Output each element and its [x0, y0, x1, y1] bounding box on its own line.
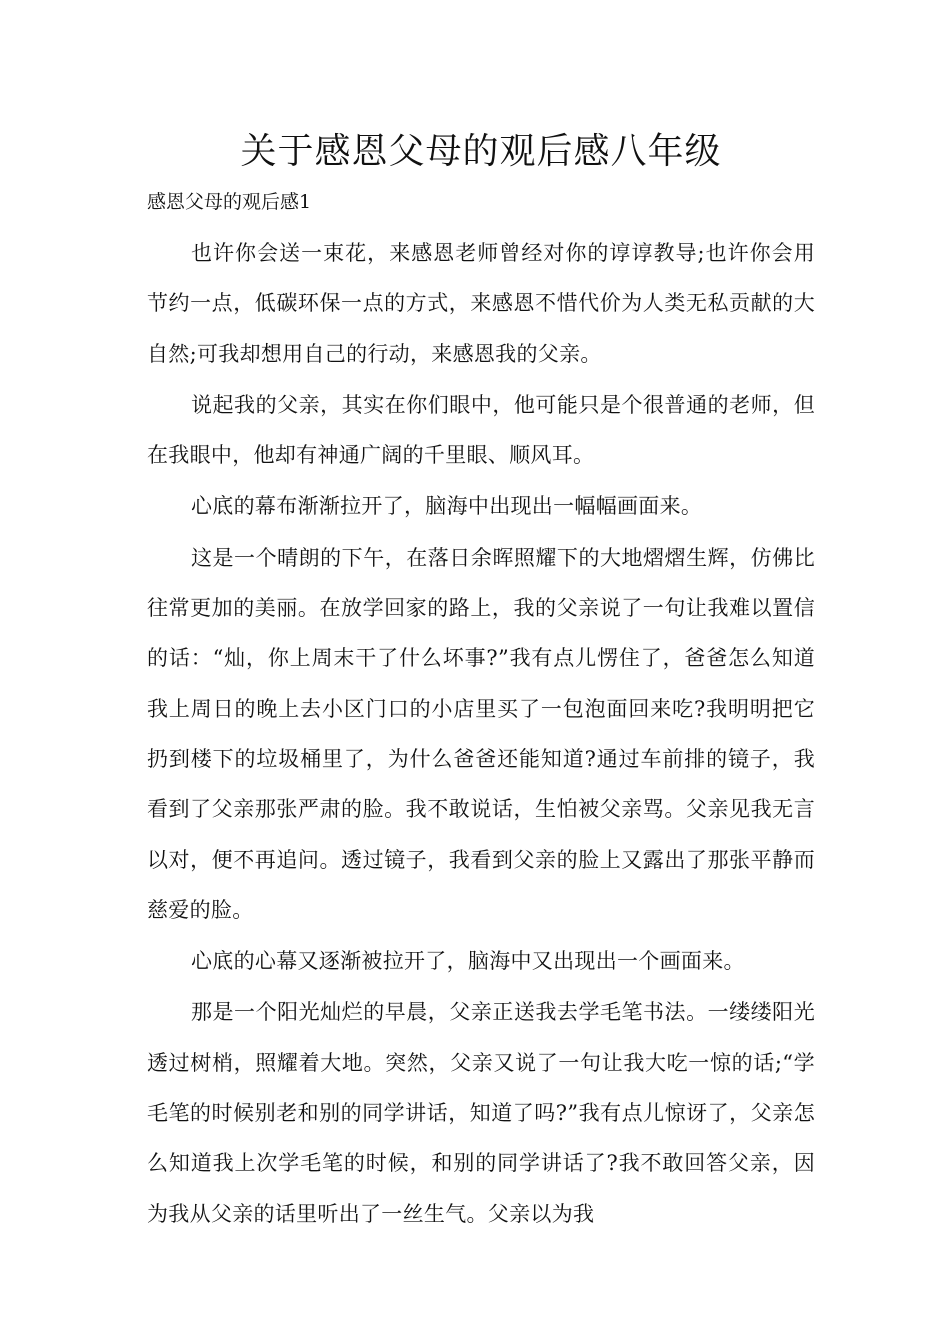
paragraph-4: 这是一个晴朗的下午，在落日余晖照耀下的大地熠熠生辉，仿佛比往常更加的美丽。在放学回家的路上，我的父亲说了一句让我难以置信的话：“灿，你上周末干了什么坏事?”我有点儿愣住了，爸爸怎么知道我上周日的晚上去小区门口的小店里买了一包泡面回来吃?我明明把它扔到楼下的垃圾桶里了，为什么爸爸还能知道?通过车前排的镜子，我看到了父亲那张严肃的脸。我不敢说话，生怕被父亲骂。父亲见我无言以对，便不再追问。透过镜子，我看到父亲的脸上又露出了那张平静而慈爱的脸。	[147, 545, 815, 922]
paragraph-2: 说起我的父亲，其实在你们眼中，他可能只是个很普通的老师，但在我眼中，他却有神通广阔的千里眼、顺风耳。	[147, 392, 815, 468]
paragraph-1: 也许你会送一束花，来感恩老师曾经对你的谆谆教导;也许你会用节约一点，低碳环保一点的方式，来感恩不惜代价为人类无私贡献的大自然;可我却想用自己的行动，来感恩我的父亲。	[147, 241, 815, 366]
paragraph-3: 心底的幕布渐渐拉开了，脑海中出现出一幅幅画面来。	[191, 494, 703, 519]
document-title: 关于感恩父母的观后感八年级	[240, 131, 722, 172]
paragraph-6: 那是一个阳光灿烂的早晨，父亲正送我去学毛笔书法。一缕缕阳光透过树梢，照耀着大地。突然，父亲又说了一句让我大吃一惊的话;“学毛笔的时候别老和别的同学讲话，知道了吗?”我有点儿惊讶了，父亲怎么知道我上次学毛笔的时候，和别的同学讲话了?我不敢回答父亲，因为我从父亲的话里听出了一丝生气。父亲以为我	[147, 1000, 815, 1226]
paragraph-5: 心底的心幕又逐渐被拉开了，脑海中又出现出一个画面来。	[191, 949, 745, 974]
document-subtitle: 感恩父母的观后感1	[147, 191, 312, 213]
